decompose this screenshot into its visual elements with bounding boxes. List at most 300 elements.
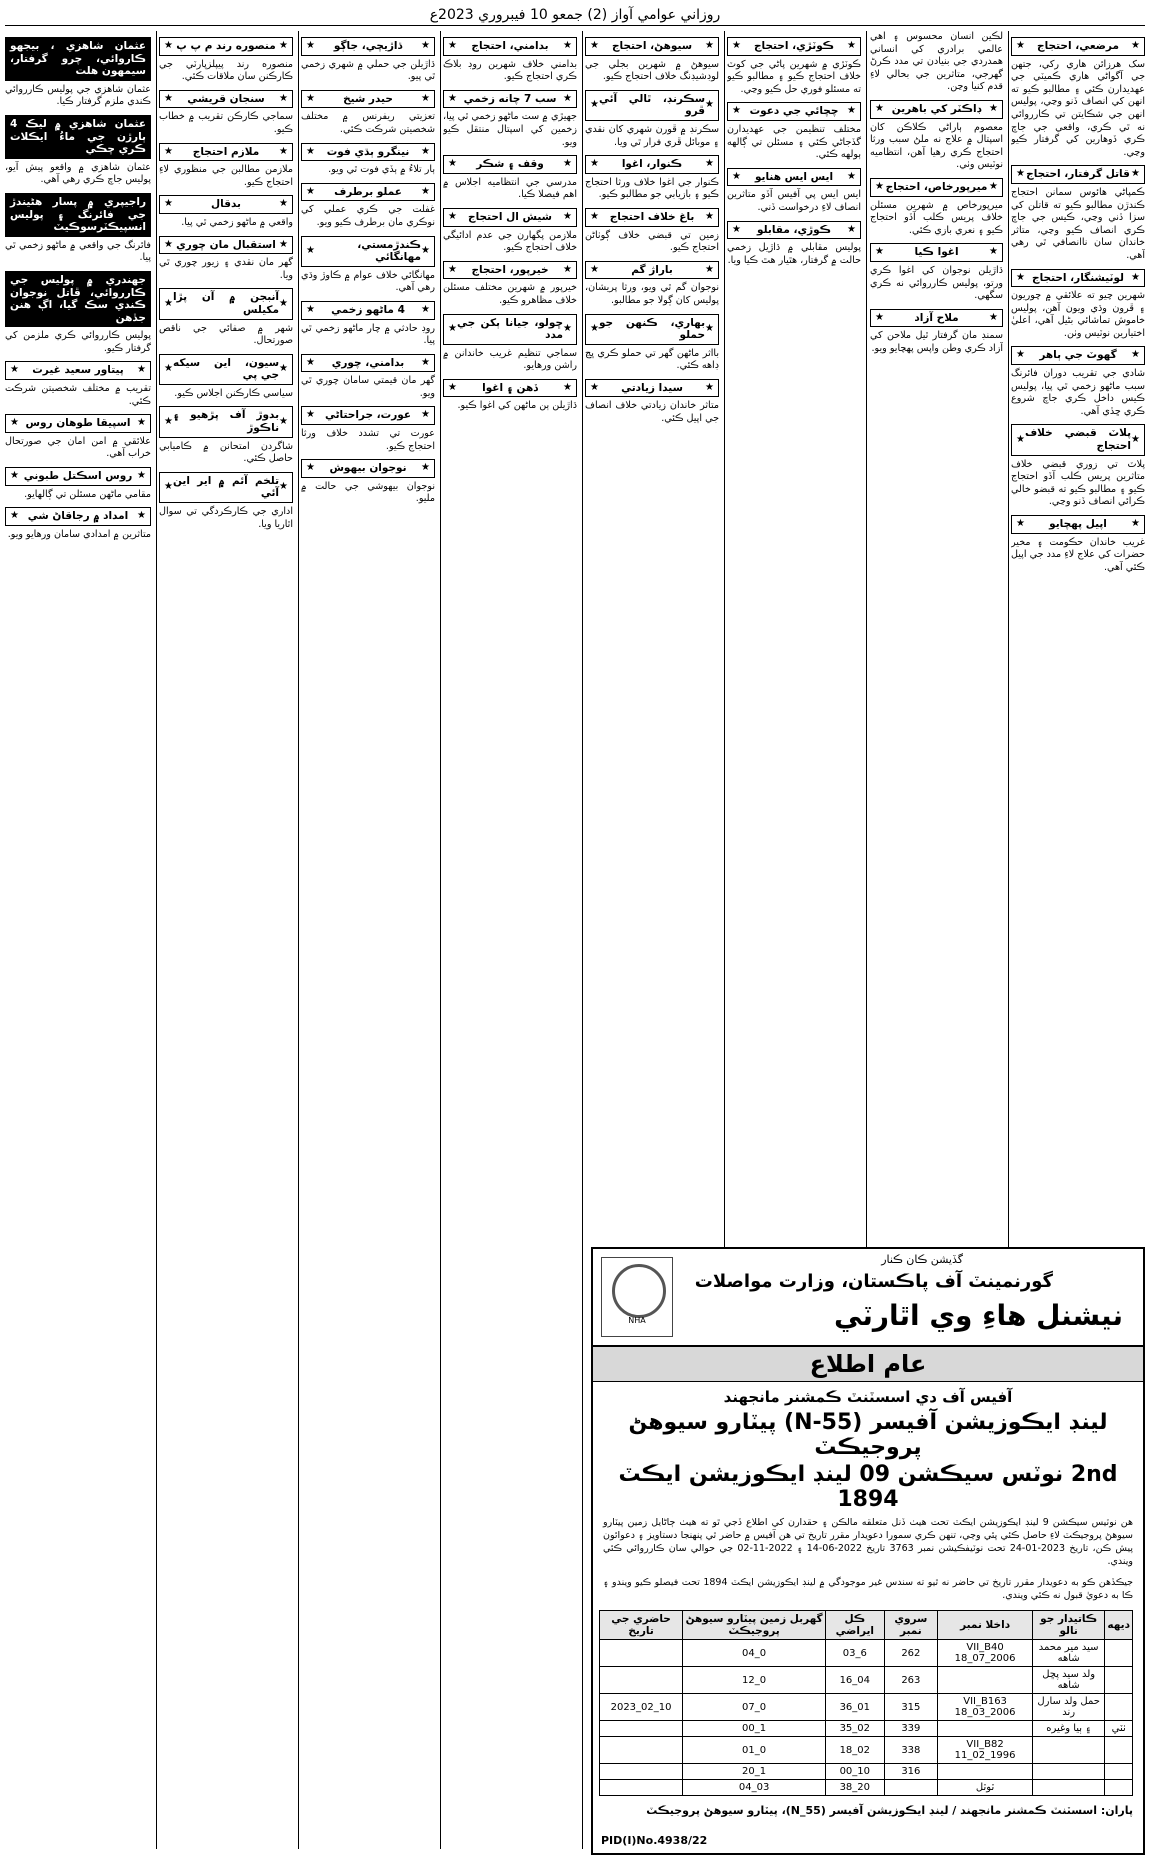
nha-logo-icon <box>601 1257 673 1337</box>
article-text: علائقي ۾ امن امان جي صورتحال خراب آهي. <box>5 435 151 460</box>
star-icon: ★ <box>1131 518 1140 529</box>
star-icon: ★ <box>1131 433 1140 445</box>
star-icon: ★ <box>306 462 315 474</box>
section-title: امداد ۾ رجاقاڻ شي <box>27 510 129 523</box>
article-text: سمنڊ مان گرفتار ٿيل ملاحن کي آزاد ڪري وطن واپس پهچايو ويو. <box>870 330 1003 354</box>
star-icon: ★ <box>164 297 173 309</box>
section-heading <box>5 467 151 486</box>
section-heading <box>301 183 435 202</box>
table-cell <box>600 1721 683 1737</box>
section-heading <box>443 379 577 398</box>
table-header: ڪل ايراضي <box>826 1611 884 1640</box>
star-icon: ★ <box>875 246 884 258</box>
section-title: سڪرنڊ، ٿالي آئي ڦرو <box>598 92 706 118</box>
star-icon: ★ <box>732 40 741 51</box>
section-title: اسپيقا طوهان روس <box>25 417 131 430</box>
section-heading <box>443 261 577 280</box>
article-text: تعزيتي ريفرنس ۾ مختلف شخصيتن شرڪت ڪئي. <box>301 111 435 135</box>
section-heading <box>870 309 1003 328</box>
star-icon: ★ <box>563 92 572 104</box>
star-icon: ★ <box>1016 168 1025 180</box>
section-heading <box>301 354 435 373</box>
star-icon: ★ <box>306 40 315 51</box>
section-title: عورت، جراحتاڻي <box>324 409 412 422</box>
section-title: وقف ۽ شڪر <box>476 158 544 171</box>
article-text: غفلت جي ڪري عملي کي نوڪري مان برطرف ڪيو ويو. <box>301 204 435 228</box>
article-text: شهر ۾ صفائي جي ناقص صورتحال. <box>159 322 293 347</box>
star-icon: ★ <box>421 92 430 104</box>
article-text: ايس ايس پي آفيس آڏو متاثرين انصاف لاءِ درخواست ڏني. <box>727 189 861 213</box>
table-cell <box>600 1780 683 1796</box>
section-heading <box>727 37 861 56</box>
star-icon: ★ <box>306 244 315 256</box>
section-heading <box>443 314 577 345</box>
table-cell <box>600 1667 683 1694</box>
table-total-row <box>600 1780 1133 1796</box>
section-title: ڇولو، جيانا ٻکن جي مدد <box>456 316 564 342</box>
star-icon: ★ <box>448 263 457 275</box>
section-heading <box>5 193 151 237</box>
star-icon: ★ <box>164 92 173 104</box>
article-text: زمين تي قبضي خلاف ڳوٺاڻن احتجاج ڪيو. <box>585 229 719 254</box>
section-heading <box>443 208 577 227</box>
star-icon: ★ <box>705 99 714 111</box>
section-heading <box>159 37 293 56</box>
section-title: لوٽيشنگار، احتجاج <box>1032 271 1124 284</box>
section-heading <box>1011 37 1145 56</box>
star-icon: ★ <box>590 210 599 222</box>
article-text: شاگردن امتحانن ۾ ڪاميابي حاصل ڪئي. <box>159 440 293 465</box>
section-heading <box>727 221 861 240</box>
star-icon: ★ <box>279 145 288 157</box>
table-cell <box>1105 1694 1133 1721</box>
table-cell <box>1105 1640 1133 1667</box>
table-cell: 0_12 <box>683 1667 826 1694</box>
section-heading <box>159 406 293 437</box>
section-heading <box>585 155 719 174</box>
section-title: بدوڙ آف پڙهيو ۽ ناڪوڙ <box>172 409 280 435</box>
star-icon: ★ <box>875 102 884 114</box>
section-title: ڪوٽڙي، احتجاج <box>753 40 835 52</box>
star-icon: ★ <box>448 381 457 393</box>
article-text: سڪرنڊ ۾ ڦورن شهري کان نقدي ۽ موبائل ڦري فرار ٿي ويا. <box>585 123 719 148</box>
star-icon: ★ <box>989 311 998 323</box>
table-cell: 262 <box>884 1640 938 1667</box>
section-heading <box>870 243 1003 262</box>
section-heading <box>301 459 435 478</box>
table-row <box>600 1667 1133 1694</box>
section-heading <box>159 90 293 109</box>
section-heading <box>443 90 577 109</box>
star-icon: ★ <box>1016 40 1025 51</box>
nha-advertisement <box>591 1247 1145 1855</box>
section-heading <box>585 37 719 56</box>
article-text: متاثرين ۾ امدادي سامان ورهايو ويو. <box>7 528 151 540</box>
table-cell: ۽ ٻيا وغيره <box>1032 1721 1104 1737</box>
star-icon: ★ <box>989 180 998 192</box>
star-icon: ★ <box>421 145 430 157</box>
section-title: عثمان شاهزي ۾ ليڪ 4 ٻارڙن جي ماءُ ايڪلات ڪري چڪي <box>10 117 146 156</box>
table-cell <box>600 1764 683 1780</box>
section-title: سب 7 چانه زخمي <box>463 92 557 105</box>
ad-notice-title: عام اطلاع <box>593 1347 1143 1382</box>
table-cell: 338 <box>884 1737 938 1764</box>
section-title: تلخم آئم ۾ اير اين آئي <box>172 474 280 500</box>
column-8 <box>5 31 151 1849</box>
table-cell: ٽوٽل <box>938 1780 1033 1796</box>
star-icon: ★ <box>590 158 599 170</box>
table-cell: 03_04 <box>683 1780 826 1796</box>
star-icon: ★ <box>306 92 315 104</box>
section-heading <box>727 102 861 121</box>
article-text: خيرپور ۾ شهرين مختلف مسئلن خلاف مظاهرو ڪيو. <box>443 282 577 306</box>
table-cell: 02_35 <box>826 1721 884 1737</box>
article-text: سياسي ڪارڪنن اجلاس ڪيو. <box>174 387 293 399</box>
section-title: مرضعي، احتجاج <box>1037 40 1119 52</box>
section-heading <box>159 288 293 319</box>
table-cell: 1_20 <box>683 1764 826 1780</box>
section-heading <box>727 168 861 187</box>
table-cell: VII_B82 11_02_1996 <box>938 1737 1033 1764</box>
section-heading <box>443 37 577 56</box>
article-text: واقعي ۾ ماڻهو زخمي ٿي پيا. <box>181 216 293 228</box>
star-icon: ★ <box>137 417 146 429</box>
logo-text: NHA <box>628 1316 646 1325</box>
section-heading <box>5 507 151 526</box>
table-header: حاضري جي تاريخ <box>600 1611 683 1640</box>
star-icon: ★ <box>590 40 599 51</box>
table-row <box>600 1640 1133 1667</box>
table-header: سروي نمبر <box>884 1611 938 1640</box>
table-row <box>600 1721 1133 1737</box>
article-text: پوليس مقابلي ۾ ڌاڙيل زخمي حالت ۾ گرفتار، هٿيار هٿ ڪيا ويا. <box>727 242 861 266</box>
section-title: باراژ گم <box>631 263 673 276</box>
star-icon: ★ <box>732 170 741 182</box>
table-cell <box>1032 1764 1104 1780</box>
star-icon: ★ <box>705 158 714 170</box>
table-header: داخلا نمبر <box>938 1611 1033 1640</box>
table-cell: 263 <box>884 1667 938 1694</box>
article-text: ميرپورخاص ۾ شهرين مسئلن خلاف پريس ڪلب آڏو احتجاج ڪيو ۽ نعري بازي ڪئي. <box>870 199 1003 236</box>
section-title: روس اسڪتل طبوني <box>23 470 133 483</box>
section-title: ملازم احتجاج <box>192 145 260 158</box>
table-cell: 1_00 <box>683 1721 826 1737</box>
star-icon: ★ <box>279 362 288 374</box>
table-header: ديهه <box>1105 1611 1133 1640</box>
star-icon: ★ <box>421 185 430 197</box>
article-text: شادي جي تقريب دوران فائرنگ سبب ماڻهو زخمي ٿي پيا، پوليس ڪيس داخل ڪري جاچ شروع ڪري ڇڏي آهي. <box>1011 368 1145 417</box>
article-text: بدامني خلاف شهرين روڊ بلاڪ ڪري احتجاج ڪيو. <box>443 58 577 83</box>
table-header: گهربل زمين پيٽارو سيوهڻ پروجيڪٽ <box>683 1611 826 1640</box>
star-icon: ★ <box>847 170 856 182</box>
star-icon: ★ <box>164 481 173 493</box>
star-icon: ★ <box>448 210 457 222</box>
star-icon: ★ <box>1016 433 1025 445</box>
star-icon: ★ <box>421 40 430 51</box>
article-text: جهيڙي ۾ ست ماڻهو زخمي ٿي پيا، زخمين کي اسپتال منتقل ڪيو ويو. <box>443 111 577 148</box>
section-title: 4 ماڻهو زخمي <box>331 303 405 316</box>
star-icon: ★ <box>875 180 884 192</box>
article-text: منصوره رند پيپلزپارٽي جي ڪارڪنن سان ملاقات ڪئي. <box>159 58 293 83</box>
star-icon: ★ <box>847 105 856 117</box>
table-cell <box>600 1737 683 1764</box>
section-title: اپيل پهچايو <box>1049 518 1107 530</box>
table-cell <box>1105 1764 1133 1780</box>
star-icon: ★ <box>448 158 457 170</box>
section-title: چچائي جي دعوت <box>749 105 839 118</box>
section-heading <box>159 195 293 214</box>
article-text: سيوهڻ ۾ شهرين بجلي جي لوڊشيڊنگ خلاف احتجاج ڪيو. <box>585 58 719 83</box>
star-icon: ★ <box>421 356 430 368</box>
article-text: مختلف تنظيمن جي عهديدارن گڏجاڻي ڪئي ۽ مسئلن تي ڳالهه ٻولهه ڪئي. <box>727 123 861 161</box>
article-text: ڌاڙيلن نوجوان کي اغوا ڪري ورتو، پوليس ڪارروائي نه ڪري سگهي. <box>870 264 1003 302</box>
star-icon: ★ <box>306 409 315 421</box>
article-text: نوجوان گم ٿي ويو، ورثا پريشان، پوليس کان ڳولا جو مطالبو. <box>585 282 719 306</box>
star-icon: ★ <box>590 381 599 393</box>
section-title: ڏهن ۽ اغوا <box>482 381 538 394</box>
table-cell: 0_01 <box>683 1737 826 1764</box>
section-title: حيدر شيخ <box>343 92 393 105</box>
section-heading <box>301 90 435 109</box>
table-cell <box>1105 1737 1133 1764</box>
section-heading <box>585 90 719 121</box>
article-text: گهر مان نقدي ۽ زيور چوري ٿي ويا. <box>159 257 293 281</box>
table-cell <box>1105 1667 1133 1694</box>
section-heading <box>585 208 719 227</box>
table-cell: 339 <box>884 1721 938 1737</box>
article-text: ڪوٽڙي ۾ شهرين پاڻي جي کوٽ خلاف احتجاج ڪيو ۽ مطالبو ڪيو ته مسئلو فوري حل ڪيو وڃي. <box>727 58 861 95</box>
table-row <box>600 1737 1133 1764</box>
star-icon: ★ <box>1131 168 1140 180</box>
table-cell <box>884 1780 938 1796</box>
article-text: پوليس ڪارروائي ڪري ملزمن کي گرفتار ڪيو. <box>5 330 151 354</box>
section-title: پلاٽ قبضي خلاف احتجاج <box>1024 427 1132 453</box>
table-cell: VII_B163 18_03_2006 <box>938 1694 1033 1721</box>
table-cell: 6_03 <box>826 1640 884 1667</box>
star-icon: ★ <box>164 415 173 427</box>
table-cell: ٺٽي <box>1105 1721 1133 1737</box>
section-heading <box>1011 165 1145 184</box>
table-cell <box>1105 1780 1133 1796</box>
land-table <box>599 1610 1133 1796</box>
star-icon: ★ <box>1016 518 1025 529</box>
star-icon: ★ <box>705 381 714 393</box>
section-title: راجيپري ۾ پسار هڻيندڙ جي فائرنگ ۽ پوليس انسپيڪٽرسوڪيٽ <box>10 195 146 234</box>
section-heading <box>870 100 1003 119</box>
ad-office: آفيس آف دي اسسٽنٽ ڪمشنر مانجهند <box>723 1388 1013 1406</box>
section-heading <box>159 236 293 255</box>
article-text: ڌاڙيلن جي حملي ۾ شهري زخمي ٿي پيو. <box>301 58 435 83</box>
star-icon: ★ <box>705 322 714 334</box>
section-heading <box>301 143 435 162</box>
table-cell: 315 <box>884 1694 938 1721</box>
article-text: مهانگائي خلاف عوام ۾ ڪاوڙ وڌي رهي آهي. <box>301 269 435 294</box>
star-icon: ★ <box>1131 40 1140 51</box>
star-icon: ★ <box>705 210 714 222</box>
ad-authority: نيشنل هاءِ وي اٿارٽي <box>834 1299 1123 1332</box>
star-icon: ★ <box>448 92 457 104</box>
section-title: عثمان شاهزي ، بيجهو ڪاروائي، چرو گرفتار، سيمهون هلت <box>10 40 146 78</box>
section-title: بدامني، احتجاج <box>471 40 549 52</box>
star-icon: ★ <box>875 311 884 323</box>
article-text: ملازمن پگهارن جي عدم ادائيگي خلاف احتجاج ڪيو. <box>443 229 577 254</box>
section-title: ڪوڙي، مقابلو <box>757 223 831 236</box>
section-heading <box>585 379 719 398</box>
section-title: سيدا زيادتي <box>621 381 683 394</box>
masthead: روزاني عوامي آواز (2) جمعو 10 فيبروري 2023ع <box>5 5 1145 26</box>
table-cell: حمل ولد سارل رند <box>1032 1694 1104 1721</box>
article-text: ڪمپاڻي هائوس سمانن احتجاج ڪندڙن مطالبو ڪيو ته قاتلن کي سزا ڏني وڃي، ڪيس جي جاچ ڪري انصاف ڪيو وڃي، متاثر خاندان سان ناانصافي ٿي رهي آهي. <box>1011 186 1145 261</box>
article-text: سماجي تنظيم غريب خاندانن ۾ راشن ورهايو. <box>443 347 577 372</box>
star-icon: ★ <box>10 364 19 376</box>
star-icon: ★ <box>1016 271 1025 283</box>
table-cell: سيد مير محمد شاهه <box>1032 1640 1104 1667</box>
section-heading <box>1011 515 1145 534</box>
article-text: عورت تي تشدد خلاف ورثا احتجاج ڪيو. <box>301 428 435 452</box>
star-icon: ★ <box>847 40 856 51</box>
section-title: ڪنوار، اغوا <box>621 158 683 171</box>
ad-project-title: لينڊ ايڪوزيشن آفيسر (N-55) پيٽارو سيوهڻ پروجيڪٽ <box>628 1410 1108 1460</box>
ad-section-title: 2nd نوٽس سيڪشن 09 لينڊ ايڪوزيشن ايڪٽ 1894 <box>618 1462 1118 1512</box>
section-title: ملاح آزاد <box>914 311 959 324</box>
section-title: گهوٽ جي ٻاهر <box>1039 349 1117 362</box>
section-heading <box>5 361 151 380</box>
table-cell: 0_07 <box>683 1694 826 1721</box>
star-icon: ★ <box>279 297 288 309</box>
table-cell: ولد سيد پڇل شاهه <box>1032 1667 1104 1694</box>
section-title: عملو برطرف <box>334 185 402 198</box>
star-icon: ★ <box>306 185 315 197</box>
section-title: منصوره رند م پ پ <box>176 40 276 52</box>
article-text: لڪين انسان محسوس ۽ اهي عالمي برادري کي انساني همدردي جي بنيادن تي مدد ڪرڻ گهرجي، متاثرين جي بحالي لاءِ قدم کنيا وڃن. <box>870 31 1003 93</box>
article-text: روڊ حادثي ۾ چار ماڻهو زخمي ٿي پيا. <box>301 322 435 347</box>
star-icon: ★ <box>448 40 457 51</box>
table-cell: 10_00 <box>826 1764 884 1780</box>
star-icon: ★ <box>279 198 288 210</box>
star-icon: ★ <box>421 462 430 474</box>
section-title: قاتل گرفتار، احتجاج <box>1026 168 1130 181</box>
table-cell: 02_18 <box>826 1737 884 1764</box>
column-5 <box>443 31 577 1849</box>
section-title: ايس ايس هنايو <box>754 170 834 183</box>
article-text: ملازمن مطالبن جي منظوري لاءِ احتجاج ڪيو. <box>159 164 293 188</box>
star-icon: ★ <box>705 263 714 275</box>
article-text: معصوم ٻاراڻي ڪلاڪن کان اسپتال ۾ علاج نه ملڻ سبب ورثا احتجاج ڪري رهيا آهن، انتظاميه نوٽيس وٺي. <box>870 121 1003 171</box>
section-heading <box>1011 424 1145 455</box>
section-title: بهاري، ڪنهن جو حملو <box>598 316 706 342</box>
article-text: پلاٽ تي زوري قبضي خلاف متاثرين پريس ڪلب آڏو احتجاج ڪيو ۽ مطالبو ڪيو ته قبضو خالي ڪرائي انصاف ڏنو وڃي. <box>1011 458 1145 508</box>
article-text: عثمان شاهزي جي پوليس ڪارروائي ڪندي ملزم گرفتار ڪيا. <box>5 83 151 108</box>
table-cell <box>938 1764 1033 1780</box>
ad-header <box>593 1249 1143 1347</box>
star-icon: ★ <box>279 92 288 104</box>
article-text: فائرنگ جي واقعي ۾ ماڻهو زخمي ٿي پيا. <box>5 239 151 264</box>
star-icon: ★ <box>10 417 19 429</box>
table-cell: 01_36 <box>826 1694 884 1721</box>
star-icon: ★ <box>137 470 146 482</box>
star-icon: ★ <box>705 40 714 51</box>
section-title: بدامني، چوري <box>331 356 405 369</box>
table-cell: 10_02_2023 <box>600 1694 683 1721</box>
section-title: ڌاڙيچي، جاڳو <box>333 40 403 52</box>
section-title: خيرپور، احتجاج <box>471 263 549 276</box>
star-icon: ★ <box>10 470 19 482</box>
ad-footer: پاران: اسسٽنٽ ڪمشنر مانجهند / لينڊ ايڪوزيشن آفيسر (N_55)، پيٽارو سيوهڻ پروجيڪٽ <box>646 1804 1133 1817</box>
article-text: گهر مان قيمتي سامان چوري ٿي ويو. <box>301 375 435 399</box>
section-heading <box>870 178 1003 197</box>
article-text: ڪنوار جي اغوا خلاف ورثا احتجاج ڪيو ۽ بازيابي جو مطالبو ڪيو. <box>585 176 719 201</box>
article-text: سماجي ڪارڪن تقريب ۾ خطاب ڪيو. <box>159 111 293 135</box>
star-icon: ★ <box>590 322 599 334</box>
section-title: سيون، اين سيکه جي پي <box>172 356 280 382</box>
section-heading <box>585 261 719 280</box>
star-icon: ★ <box>164 362 173 374</box>
star-icon: ★ <box>279 40 288 51</box>
article-text: متاثر خاندان زيادتي خلاف انصاف جي اپيل ڪئي. <box>585 400 719 425</box>
section-heading <box>159 472 293 503</box>
section-title: جهندري ۾ پوليس جي ڪارروائي، ڦاتل نوجوان ڪندي سڪ گيا، اڳ هنن جڏهن <box>10 273 146 324</box>
star-icon: ★ <box>306 356 315 368</box>
star-icon: ★ <box>279 415 288 427</box>
star-icon: ★ <box>137 510 146 522</box>
article-text: تقريب ۾ مختلف شخصيتن شرڪت ڪئي. <box>5 383 151 407</box>
column-7 <box>159 31 293 1849</box>
star-icon: ★ <box>1131 349 1140 361</box>
star-icon: ★ <box>563 322 572 334</box>
table-cell <box>1032 1737 1104 1764</box>
section-heading <box>1011 346 1145 365</box>
star-icon: ★ <box>164 238 173 250</box>
section-title: سيوهڻ، احتجاج <box>611 40 693 52</box>
section-heading <box>585 314 719 345</box>
star-icon: ★ <box>137 364 146 376</box>
section-heading <box>159 354 293 385</box>
section-title: ڪندڙمستي، مهانگائي <box>357 238 422 264</box>
star-icon: ★ <box>10 510 19 522</box>
star-icon: ★ <box>1131 271 1140 283</box>
article-text: غريب خاندان حڪومت ۽ مخير حضرات کي علاج لاءِ مدد جي اپيل ڪئي آهي. <box>1011 536 1145 573</box>
star-icon: ★ <box>421 244 430 256</box>
section-title: ميرپورخاص، احتجاج <box>885 180 988 193</box>
section-title: استقبال مان چوري <box>176 238 276 251</box>
section-heading <box>5 271 151 327</box>
table-cell <box>938 1721 1033 1737</box>
star-icon: ★ <box>563 381 572 393</box>
table-cell <box>600 1640 683 1667</box>
section-title: سنجان قريشي <box>187 92 265 105</box>
column-6 <box>301 31 435 1849</box>
section-heading <box>5 115 151 159</box>
table-header: ڪاتيدار جو نالو <box>1032 1611 1104 1640</box>
section-heading <box>5 414 151 433</box>
section-heading <box>5 37 151 81</box>
article-text: مقامي ماڻهن مسئلن تي ڳالهايو. <box>24 488 151 500</box>
ad-body: هن نوٽيس سيڪشن 9 لينڊ ايڪوزيشن ايڪٽ تحت هيٺ ڏنل متعلقه مالڪن ۽ حقدارن کي اطلاع ڏجي ٿو ته هيٺ ڄاڻايل زمين پيٽارو سيوهڻ پروجيڪٽ لاءِ حاصل ڪئي پئي وڃي، تنهن ڪري سمورا دعويدار مقرر تاريخ تي هن آفيس ۾ حاضر ٿي پنهنجا دستاويز ۽ دعوائون پيش ڪن، تاريخ 2023-01-24 تحت نوٽيفڪيشن نمبر 3763 تاريخ 2022-06-14 ۽ 2022-11-02 جي حوالي سان ڪارروائي ڪئي ويندي. <box>603 1517 1133 1567</box>
article-text: شهرين چيو ته علائقي ۾ چوريون ۽ ڦرون وڌي ويون آهن، پوليس خاموش تماشائي بڻيل آهي، اعليٰ اختيارين نوٽيس وٺن. <box>1011 290 1145 339</box>
star-icon: ★ <box>279 481 288 493</box>
table-row <box>600 1764 1133 1780</box>
section-title: باغ خلاف احتجاج <box>609 210 695 223</box>
section-heading <box>301 37 435 56</box>
article-text: نوجوان بيهوشي جي حالت ۾ مليو. <box>301 480 435 505</box>
table-cell: 20_38 <box>826 1780 884 1796</box>
star-icon: ★ <box>306 145 315 157</box>
star-icon: ★ <box>164 145 173 157</box>
section-title: نوجوان بيهوش <box>329 462 407 475</box>
star-icon: ★ <box>279 238 288 250</box>
table-cell: 04_16 <box>826 1667 884 1694</box>
star-icon: ★ <box>164 40 173 51</box>
